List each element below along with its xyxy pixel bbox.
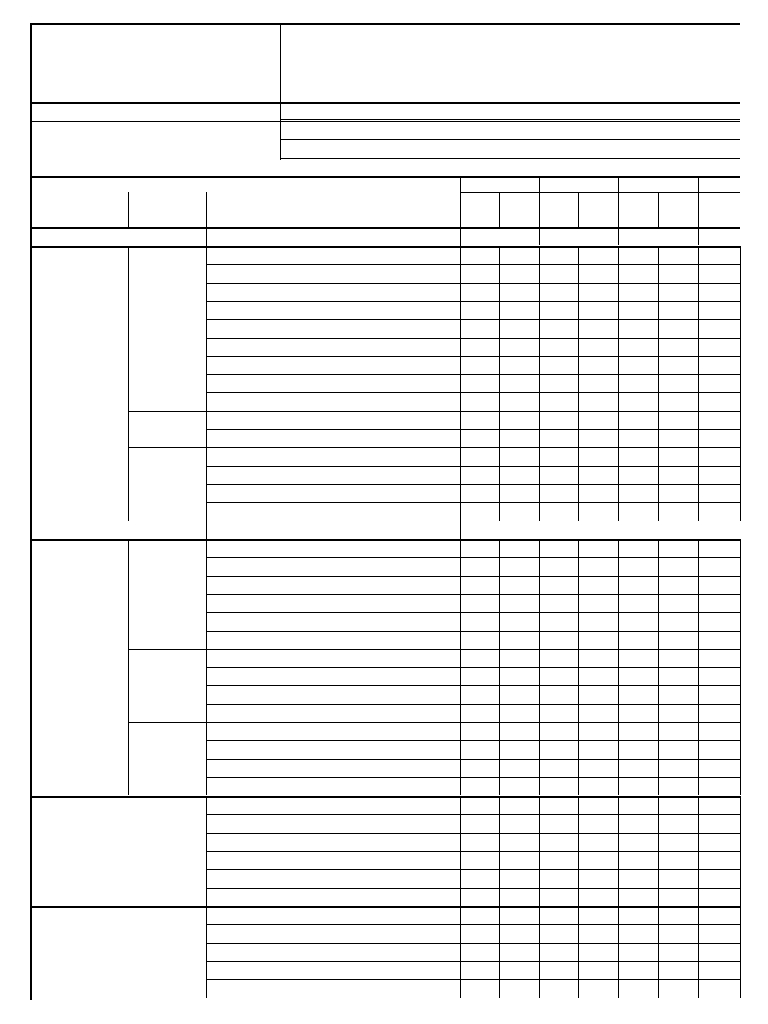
grid-line <box>206 631 740 632</box>
grid-line <box>698 796 699 906</box>
grid-line <box>499 539 500 795</box>
grid-line <box>206 338 740 339</box>
grid-line <box>206 374 740 375</box>
part-name <box>128 246 206 411</box>
grid-line <box>206 301 740 302</box>
grid-line <box>30 23 740 25</box>
grid-line <box>206 924 740 925</box>
day-header-0 <box>460 178 539 190</box>
part-name <box>128 722 206 796</box>
grid-line <box>658 796 659 906</box>
grid-line <box>30 227 740 229</box>
grid-line <box>539 246 540 521</box>
grid-line <box>206 612 740 613</box>
grid-line <box>206 851 740 852</box>
grid-line <box>206 814 740 815</box>
grid-line <box>658 539 659 795</box>
grid-line <box>206 979 740 980</box>
grid-line <box>740 539 741 795</box>
grid-line <box>499 906 500 998</box>
part-name <box>128 539 206 649</box>
grid-line <box>206 943 740 944</box>
col-header-no <box>499 204 539 216</box>
equipment-name <box>30 539 128 796</box>
grid-line <box>658 246 659 521</box>
grid-line <box>206 777 740 778</box>
col-header-partes <box>128 204 206 216</box>
grid-line <box>618 906 619 998</box>
grid-line <box>30 121 740 122</box>
equipment-name <box>30 246 128 521</box>
grid-line <box>206 319 740 320</box>
col-header-si <box>618 204 658 216</box>
day-header-3 <box>698 178 760 190</box>
grid-line <box>578 539 579 795</box>
grid-line <box>206 356 740 357</box>
grid-line <box>499 246 500 521</box>
col-header-si <box>698 204 740 216</box>
grid-line <box>206 704 740 705</box>
grid-line <box>460 246 461 521</box>
part-name <box>128 411 206 447</box>
grid-line <box>618 539 619 795</box>
grid-line <box>460 521 461 539</box>
grid-line <box>280 158 740 159</box>
grid-line <box>206 264 740 265</box>
grid-line <box>280 119 740 120</box>
col-header-aspectos <box>206 204 460 216</box>
part-name <box>128 447 206 521</box>
col-header-equipo <box>30 204 128 216</box>
grid-line <box>280 139 740 140</box>
equipment-name <box>30 906 206 1000</box>
grid-line <box>206 392 740 393</box>
grid-line <box>618 796 619 906</box>
grid-line <box>740 906 741 998</box>
grid-line <box>460 228 461 246</box>
grid-line <box>698 246 699 521</box>
grid-line <box>206 888 740 889</box>
col-header-no <box>658 204 698 216</box>
grid-line <box>206 466 740 467</box>
grid-line <box>206 759 740 760</box>
grid-line <box>206 796 207 906</box>
grid-line <box>698 539 699 795</box>
form-title <box>316 55 746 69</box>
grid-line <box>206 649 740 650</box>
grid-line <box>206 484 740 485</box>
day-header-2 <box>618 178 698 190</box>
grid-line <box>206 447 740 448</box>
grid-line <box>460 539 461 795</box>
grid-line <box>30 102 740 104</box>
grid-line <box>499 796 500 906</box>
grid-line <box>206 502 740 503</box>
grid-line <box>578 246 579 521</box>
grid-line <box>460 796 461 906</box>
grid-line <box>206 722 740 723</box>
grid-line <box>206 833 740 834</box>
grid-line <box>206 429 740 430</box>
grid-line <box>206 557 740 558</box>
grid-line <box>578 906 579 998</box>
grid-line <box>206 961 740 962</box>
grid-line <box>206 740 740 741</box>
part-name <box>128 649 206 722</box>
grid-line <box>206 906 207 998</box>
grid-line <box>206 594 740 595</box>
grid-line <box>740 246 741 521</box>
grid-line <box>206 521 207 539</box>
grid-line <box>539 539 540 795</box>
grid-line <box>206 667 740 668</box>
grid-line <box>206 539 207 795</box>
grid-line <box>206 283 740 284</box>
grid-line <box>618 246 619 521</box>
equipment-name <box>30 796 206 906</box>
grid-line <box>206 685 740 686</box>
col-header-si <box>539 204 578 216</box>
grid-line <box>206 411 740 412</box>
grid-line <box>206 576 740 577</box>
grid-line <box>740 796 741 906</box>
grid-line <box>206 228 207 246</box>
grid-line <box>698 906 699 998</box>
grid-line <box>539 906 540 998</box>
grid-line <box>206 869 740 870</box>
col-header-no <box>578 204 618 216</box>
col-header-si <box>460 204 499 216</box>
grid-line <box>658 906 659 998</box>
day-header-1 <box>539 178 618 190</box>
grid-line <box>539 796 540 906</box>
grid-line <box>206 246 207 521</box>
grid-line <box>578 796 579 906</box>
grid-line <box>460 906 461 998</box>
